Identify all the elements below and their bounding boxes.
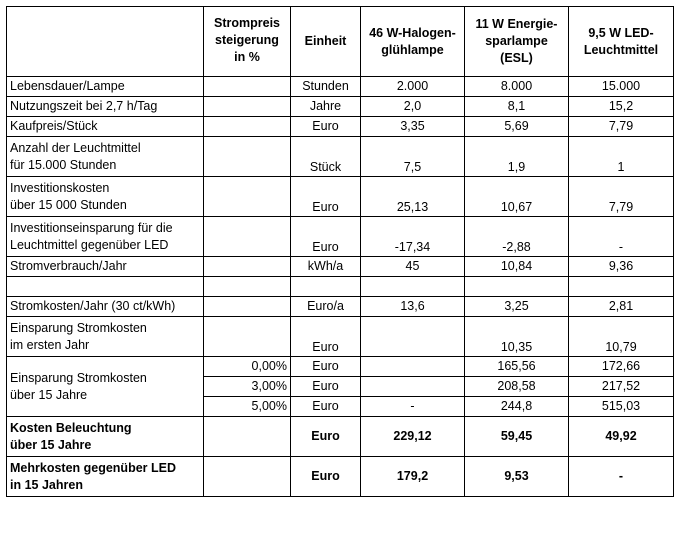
header-row bbox=[7, 7, 674, 77]
row-led: 515,03 bbox=[569, 397, 674, 417]
row-led: 7,79 bbox=[569, 177, 674, 217]
row-esl: 59,45 bbox=[465, 417, 569, 457]
lamp-cost-table bbox=[6, 6, 674, 497]
row-unit: Jahre bbox=[291, 97, 361, 117]
table-row bbox=[7, 137, 674, 177]
row-label: Nutzungszeit bei 2,7 h/Tag bbox=[7, 97, 204, 117]
row-led: 15,2 bbox=[569, 97, 674, 117]
row-steigerung bbox=[204, 177, 291, 217]
header-halogen: 46 W-Halogen- glühlampe bbox=[361, 7, 465, 77]
row-label: Lebensdauer/Lampe bbox=[7, 77, 204, 97]
table-row bbox=[7, 317, 674, 357]
row-esl: 3,25 bbox=[465, 297, 569, 317]
row-halogen: 25,13 bbox=[361, 177, 465, 217]
row-steigerung bbox=[204, 97, 291, 117]
row-led: 9,36 bbox=[569, 257, 674, 277]
table-row bbox=[7, 97, 674, 117]
row-steigerung: 5,00% bbox=[204, 397, 291, 417]
row-label: Anzahl der Leuchtmittel für 15.000 Stunden bbox=[7, 137, 204, 177]
row-halogen: 3,35 bbox=[361, 117, 465, 137]
row-unit: Euro bbox=[291, 177, 361, 217]
row-esl: 1,9 bbox=[465, 137, 569, 177]
row-unit: Stück bbox=[291, 137, 361, 177]
row-esl: 9,53 bbox=[465, 457, 569, 497]
row-halogen: 179,2 bbox=[361, 457, 465, 497]
row-label: Stromkosten/Jahr (30 ct/kWh) bbox=[7, 297, 204, 317]
row-halogen: 2,0 bbox=[361, 97, 465, 117]
row-unit: Euro bbox=[291, 117, 361, 137]
header-esl: 11 W Energie- sparlampe (ESL) bbox=[465, 7, 569, 77]
table-row bbox=[7, 297, 674, 317]
row-unit: Euro bbox=[291, 457, 361, 497]
row-steigerung: 3,00% bbox=[204, 377, 291, 397]
row-led: - bbox=[569, 457, 674, 497]
row-label: Einsparung Stromkosten im ersten Jahr bbox=[7, 317, 204, 357]
row-label: Kosten Beleuchtung über 15 Jahre bbox=[7, 417, 204, 457]
row-unit: Euro bbox=[291, 217, 361, 257]
row-led: 217,52 bbox=[569, 377, 674, 397]
row-halogen bbox=[361, 357, 465, 377]
table-row bbox=[7, 417, 674, 457]
row-steigerung bbox=[204, 317, 291, 357]
spacer-row bbox=[7, 277, 674, 297]
row-led: 1 bbox=[569, 137, 674, 177]
row-esl: 8,1 bbox=[465, 97, 569, 117]
row-led: 7,79 bbox=[569, 117, 674, 137]
row-unit: Euro bbox=[291, 417, 361, 457]
row-halogen: 7,5 bbox=[361, 137, 465, 177]
row-label: Investitionseinsparung für die Leuchtmittel gegenüber LED bbox=[7, 217, 204, 257]
table-row bbox=[7, 457, 674, 497]
row-unit: Stunden bbox=[291, 77, 361, 97]
row-steigerung bbox=[204, 257, 291, 277]
row-halogen bbox=[361, 317, 465, 357]
row-esl: 244,8 bbox=[465, 397, 569, 417]
row-steigerung: 0,00% bbox=[204, 357, 291, 377]
row-unit: Euro bbox=[291, 377, 361, 397]
header-strompreis: Strompreis steigerung in % bbox=[204, 7, 291, 77]
row-steigerung bbox=[204, 117, 291, 137]
row-led: 10,79 bbox=[569, 317, 674, 357]
row-steigerung bbox=[204, 217, 291, 257]
row-steigerung bbox=[204, 137, 291, 177]
row-halogen: 229,12 bbox=[361, 417, 465, 457]
row-unit: kWh/a bbox=[291, 257, 361, 277]
row-esl: 10,35 bbox=[465, 317, 569, 357]
row-led: 2,81 bbox=[569, 297, 674, 317]
table-row bbox=[7, 177, 674, 217]
row-halogen: 2.000 bbox=[361, 77, 465, 97]
row-led: 172,66 bbox=[569, 357, 674, 377]
row-steigerung bbox=[204, 297, 291, 317]
header-label bbox=[7, 7, 204, 77]
table-row bbox=[7, 357, 674, 377]
header-led: 9,5 W LED- Leuchtmittel bbox=[569, 7, 674, 77]
row-halogen: - bbox=[361, 397, 465, 417]
row-esl: 165,56 bbox=[465, 357, 569, 377]
row-esl: 208,58 bbox=[465, 377, 569, 397]
table-row bbox=[7, 117, 674, 137]
row-halogen: 13,6 bbox=[361, 297, 465, 317]
row-unit: Euro bbox=[291, 357, 361, 377]
row-led: 49,92 bbox=[569, 417, 674, 457]
row-unit: Euro bbox=[291, 317, 361, 357]
table-row bbox=[7, 77, 674, 97]
row-label: Mehrkosten gegenüber LED in 15 Jahren bbox=[7, 457, 204, 497]
row-steigerung bbox=[204, 417, 291, 457]
table-row bbox=[7, 217, 674, 257]
row-esl: -2,88 bbox=[465, 217, 569, 257]
row-esl: 8.000 bbox=[465, 77, 569, 97]
row-unit: Euro/a bbox=[291, 297, 361, 317]
row-esl: 10,84 bbox=[465, 257, 569, 277]
row-label: Kaufpreis/Stück bbox=[7, 117, 204, 137]
row-led: 15.000 bbox=[569, 77, 674, 97]
row-halogen: 45 bbox=[361, 257, 465, 277]
row-unit: Euro bbox=[291, 397, 361, 417]
header-einheit: Einheit bbox=[291, 7, 361, 77]
row-led: - bbox=[569, 217, 674, 257]
row-esl: 10,67 bbox=[465, 177, 569, 217]
row-label: Stromverbrauch/Jahr bbox=[7, 257, 204, 277]
row-halogen bbox=[361, 377, 465, 397]
row-halogen: -17,34 bbox=[361, 217, 465, 257]
row-steigerung bbox=[204, 77, 291, 97]
table-row bbox=[7, 257, 674, 277]
row-label: Investitionskosten über 15 000 Stunden bbox=[7, 177, 204, 217]
row-esl: 5,69 bbox=[465, 117, 569, 137]
row-steigerung bbox=[204, 457, 291, 497]
row-label: Einsparung Stromkosten über 15 Jahre bbox=[7, 357, 204, 417]
